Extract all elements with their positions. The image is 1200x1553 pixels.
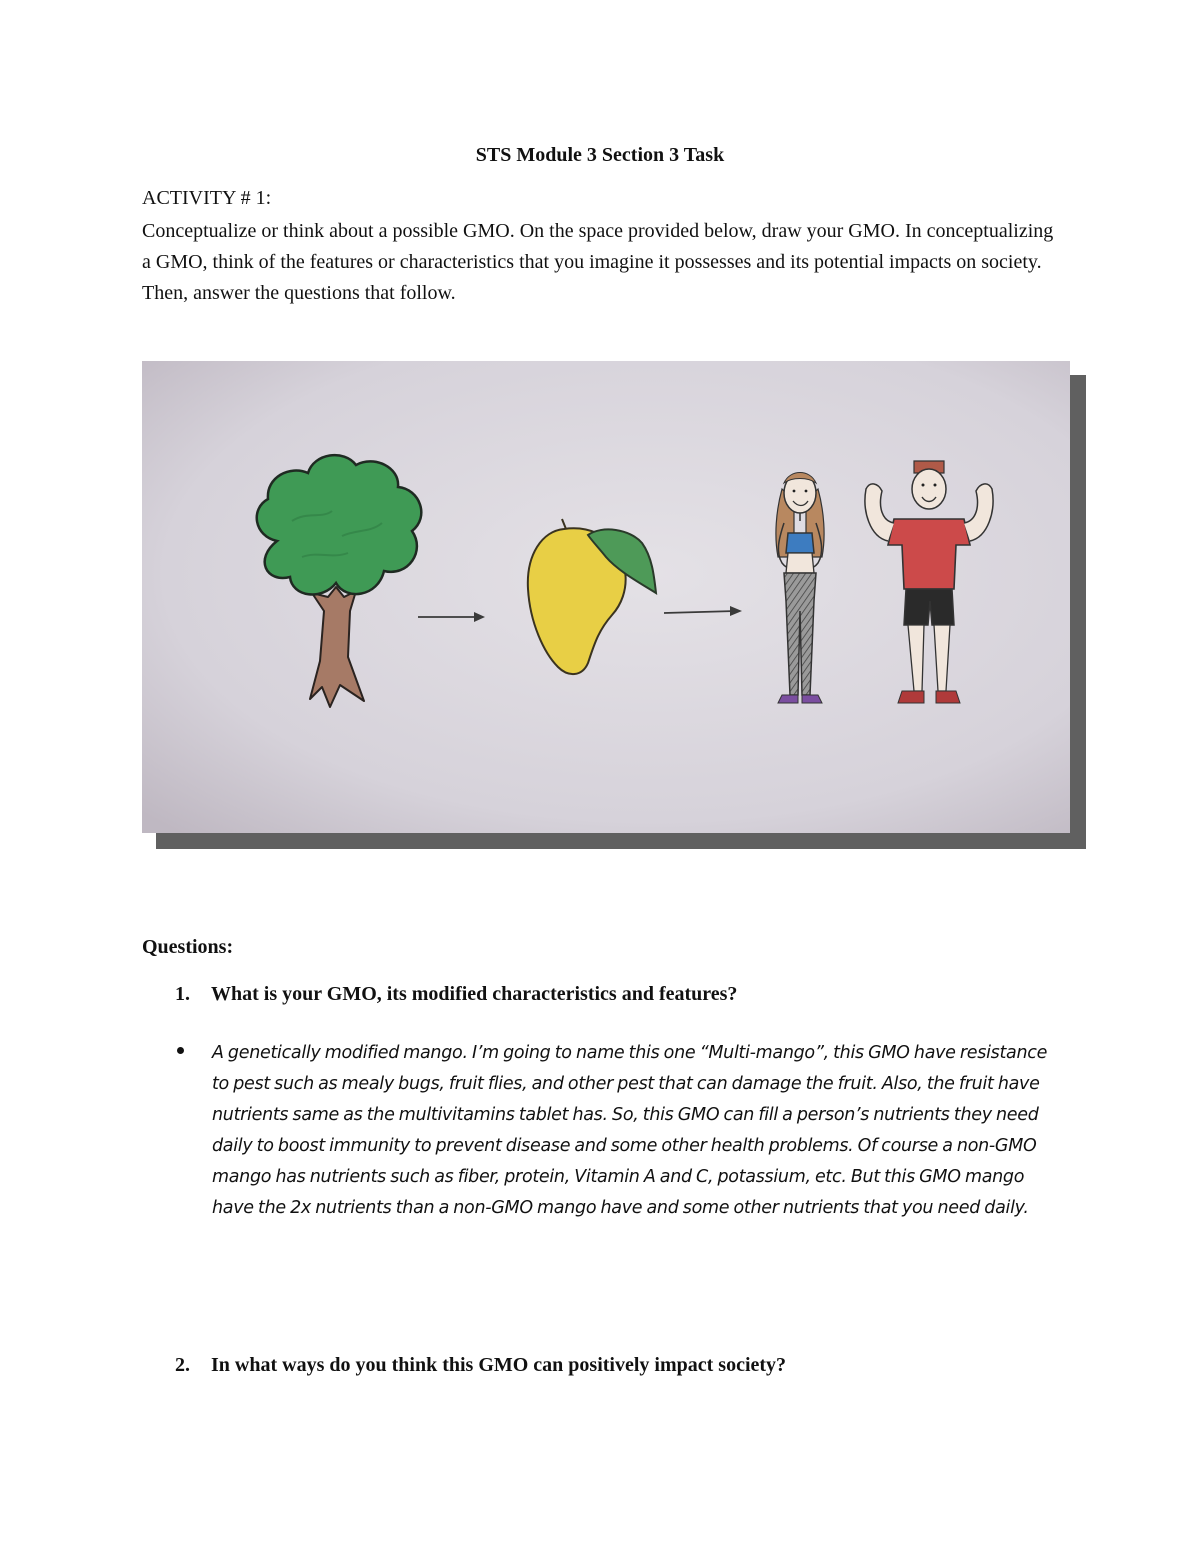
question-number: 1. — [175, 983, 190, 1005]
answer-1 — [170, 1038, 1050, 1224]
question-1 — [175, 983, 737, 1006]
answer-text: A genetically modified mango. I’m going to name this one “Multi-mango”, this GMO have resistance to pest such as mealy bugs, fruit flies, and other pest that can damage the fruit. Also, the fruit have nutrients same as the multivitamins tablet has. So, this GMO can fill a person’s nutrients they need daily to boost immunity to prevent disease and some other health problems. Of course a non-GMO mango has nutrients such as fiber, protein, Vitamin A and C, potassium, etc. But this GMO mango have the 2x nutrients than a non-GMO mango have and some other nutrients that you need daily. — [212, 1043, 1048, 1218]
question-2 — [175, 1354, 786, 1377]
bullet-icon — [177, 1047, 184, 1054]
document-title: STS Module 3 Section 3 Task — [475, 144, 725, 166]
question-text: In what ways do you think this GMO can positively impact society? — [211, 1354, 787, 1376]
gmo-drawing-photo — [142, 361, 1070, 833]
question-number: 2. — [175, 1354, 190, 1376]
gmo-drawing-figure — [142, 361, 1070, 833]
question-text: What is your GMO, its modified characteristics and features? — [211, 983, 738, 1005]
activity-instructions: Conceptualize or think about a possible GMO. On the space provided below, draw your GMO. In conceptualizing a GMO, think of the features or characteristics that you imagine it possesses and its potential impacts on society. Then, answer the questions that follow. — [142, 220, 1054, 304]
questions-heading: Questions: — [142, 936, 234, 958]
activity-heading: ACTIVITY # 1: — [142, 187, 272, 209]
